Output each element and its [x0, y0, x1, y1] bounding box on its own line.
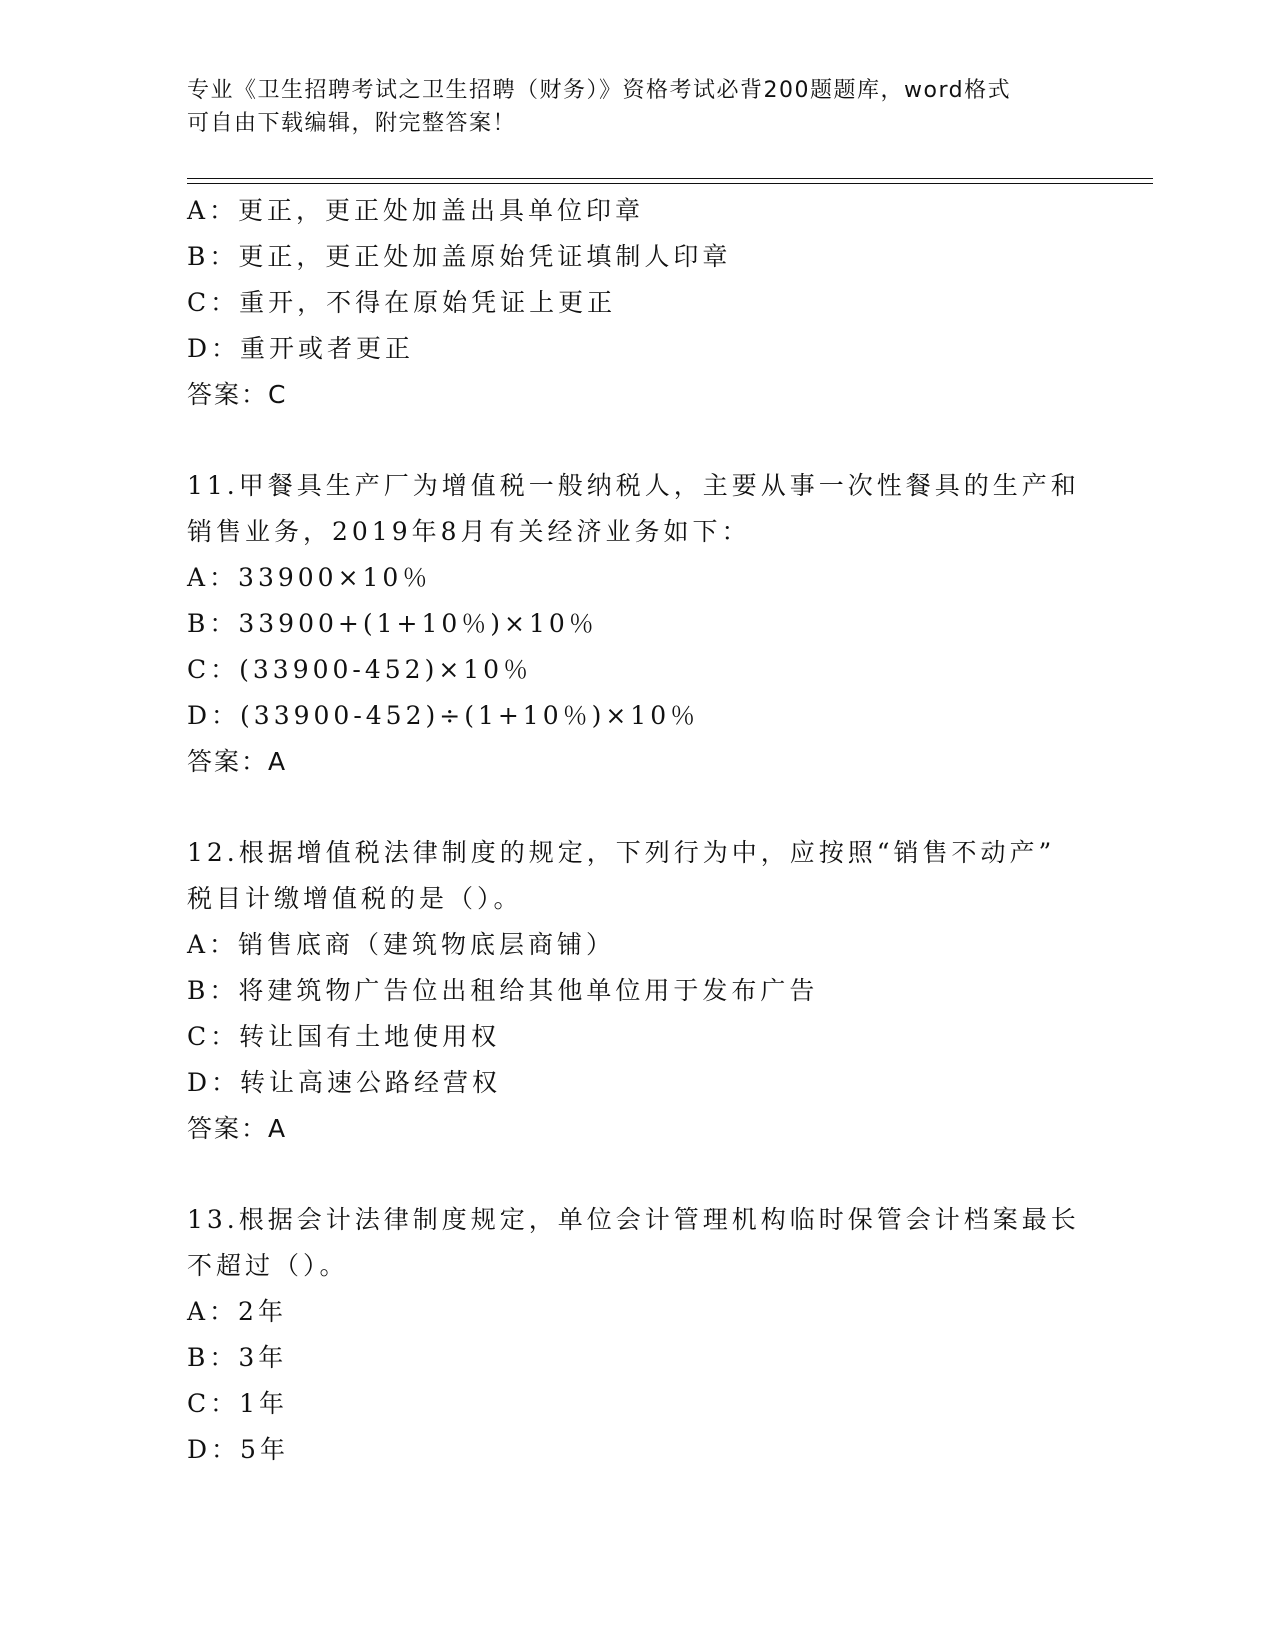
question-stem-line-2: 税目计缴增值税的是（）。 [187, 884, 523, 913]
option-c: C：重开，不得在原始凭证上更正 [187, 288, 617, 317]
question-stem-line-1: 11.甲餐具生产厂为增值税一般纳税人，主要从事一次性餐具的生产和 [187, 471, 1080, 500]
question-stem-line-1: 12.根据增值税法律制度的规定，下列行为中，应按照“销售不动产” [187, 838, 1056, 867]
header-divider-top [187, 178, 1153, 179]
question-stem-line-1: 13.根据会计法律制度规定，单位会计管理机构临时保管会计档案最长 [187, 1205, 1080, 1234]
option-d: D：5年 [187, 1435, 289, 1464]
option-b: B：3年 [187, 1343, 288, 1372]
question-13 [187, 1197, 1087, 1473]
option-c: C：转让国有土地使用权 [187, 1022, 501, 1051]
option-a: A：销售底商（建筑物底层商铺） [187, 930, 616, 959]
option-c: C：1年 [187, 1389, 289, 1418]
question-12 [187, 830, 1087, 1152]
question-10 [187, 188, 1087, 418]
question-stem-line-2: 销售业务，2019年8月有关经济业务如下： [187, 517, 751, 546]
question-list [187, 188, 1087, 1473]
header-line-2: 可自由下载编辑，附完整答案！ [187, 111, 517, 136]
option-a: A：33900×10％ [187, 563, 432, 592]
header-line-1: 专业《卫生招聘考试之卫生招聘（财务）》资格考试必背200题题库，word格式 [187, 78, 1012, 103]
option-d: D：(33900-452)÷(1+10％)×10％ [187, 701, 700, 730]
document-header [187, 74, 1087, 140]
option-b: B：更正，更正处加盖原始凭证填制人印章 [187, 242, 732, 271]
option-d: D：重开或者更正 [187, 334, 415, 363]
question-11 [187, 463, 1087, 785]
option-d: D：转让高速公路经营权 [187, 1068, 502, 1097]
answer-line: 答案：A [187, 1114, 288, 1143]
option-c: C：(33900-452)×10％ [187, 655, 533, 684]
question-stem-line-2: 不超过（）。 [187, 1251, 349, 1280]
option-a: A：更正，更正处加盖出具单位印章 [187, 196, 645, 225]
answer-line: 答案：C [187, 380, 288, 409]
header-divider-bottom [187, 183, 1153, 184]
option-b: B：将建筑物广告位出租给其他单位用于发布广告 [187, 976, 819, 1005]
answer-line: 答案：A [187, 747, 288, 776]
option-b: B：33900+(1+10％)×10％ [187, 609, 598, 638]
option-a: A：2年 [187, 1297, 287, 1326]
